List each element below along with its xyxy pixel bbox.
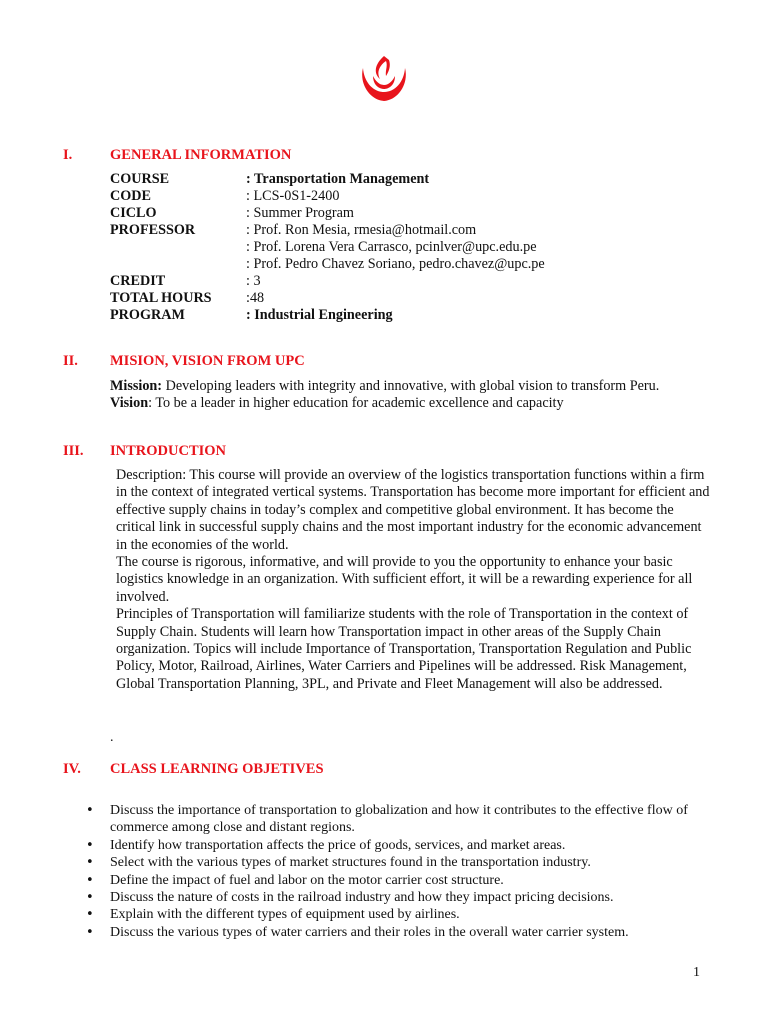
introduction-text [116,467,710,693]
list-item: • Select with the various types of market structures found in the transportation industry. [86,854,711,871]
mission-text: Developing leaders with integrity and innovative, with global vision to transform Peru. [162,378,660,394]
info-row-credit [110,273,545,290]
objectives-list [86,802,711,941]
info-value: : LCS-0S1-2400 [246,188,340,204]
info-label: PROFESSOR [110,222,196,238]
list-item: • Identify how transportation affects the price of goods, services, and market areas. [86,837,711,854]
vision-label: Vision [110,395,149,411]
section-number: IV. [63,761,81,777]
section-title: GENERAL INFORMATION [110,147,292,163]
info-row-total-hours [110,290,545,307]
mission-vision-block [110,378,696,412]
section-title: INTRODUCTION [110,443,227,459]
info-label: CODE [110,188,151,204]
intro-paragraph: Principles of Transportation will familiarize students with the role of Transportation in the context of Supply Chain. Students will learn how Transportation impact in other areas of the Supply Chain organization. Topics will include Importance of Transportation, Transportation Regulation and Public Policy, Motor, Railroad, Airlines, Water Carriers and Pipelines will be addressed. Risk Management, Global Transportation Planning, 3PL, and Private and Fleet Management will also be addressed. [116,606,692,692]
info-row-program [110,307,545,324]
list-item: • Define the impact of fuel and labor on the motor carrier cost structure. [86,872,711,889]
info-row-code [110,188,545,205]
intro-paragraph: Description: This course will provide an overview of the logistics transportation functions within a firm in the context of integrated vertical systems. Transportation has become more important for efficient and effective supply chains in today’s complex and competitive global environment. It has become the critical link in successful supply chains and the most important industry for the economic advancement in the economies of the world. [116,467,710,553]
info-value: :48 [246,290,265,306]
info-row-professor-3 [110,256,545,273]
info-value: : Prof. Lorena Vera Carrasco, pcinlver@upc.edu.pe [246,239,537,255]
info-value: : Industrial Engineering [246,307,393,323]
info-label: PROGRAM [110,307,185,323]
info-label: CICLO [110,205,157,221]
section-number: II. [63,353,78,369]
info-value: : Prof. Pedro Chavez Soriano, pedro.chavez@upc.pe [246,256,545,272]
intro-paragraph: The course is rigorous, informative, and will provide to you the opportunity to enhance your basic logistics knowledge in an organization. With sufficient effort, it will be a rewarding experience for all involved. [116,554,693,605]
list-item: • Discuss the various types of water carriers and their roles in the overall water carrier system. [86,924,711,941]
mission-label: Mission: [110,378,163,394]
info-row-course [110,171,545,188]
info-label: CREDIT [110,273,166,289]
info-row-professor-2 [110,239,545,256]
page-number: 1 [693,965,700,980]
info-value: : 3 [246,273,261,289]
info-row-ciclo [110,205,545,222]
info-value: : Prof. Ron Mesia, rmesia@hotmail.com [246,222,477,238]
vision-statement [110,395,696,412]
intro-trailing-dot: . [110,730,114,745]
list-item: • Explain with the different types of equipment used by airlines. [86,906,711,923]
info-label: TOTAL HOURS [110,290,212,306]
section-title: MISION, VISION FROM UPC [110,353,305,369]
section-number: III. [63,443,84,459]
list-item: • Discuss the importance of transportation to globalization and how it contributes to the effective flow of commerce among close and distant regions. [86,802,711,837]
vision-text: : To be a leader in higher education for academic excellence and capacity [148,395,564,411]
info-row-professor [110,222,545,239]
info-value: : Transportation Management [246,171,430,187]
section-title: CLASS LEARNING OBJETIVES [110,761,324,777]
list-item: • Discuss the nature of costs in the railroad industry and how they impact pricing decisions. [86,889,711,906]
section-number: I. [63,147,73,163]
general-info-table [110,171,545,324]
info-label: COURSE [110,171,170,187]
info-value: : Summer Program [246,205,354,221]
upc-flame-logo-icon [358,54,410,104]
mission-statement [110,378,696,395]
